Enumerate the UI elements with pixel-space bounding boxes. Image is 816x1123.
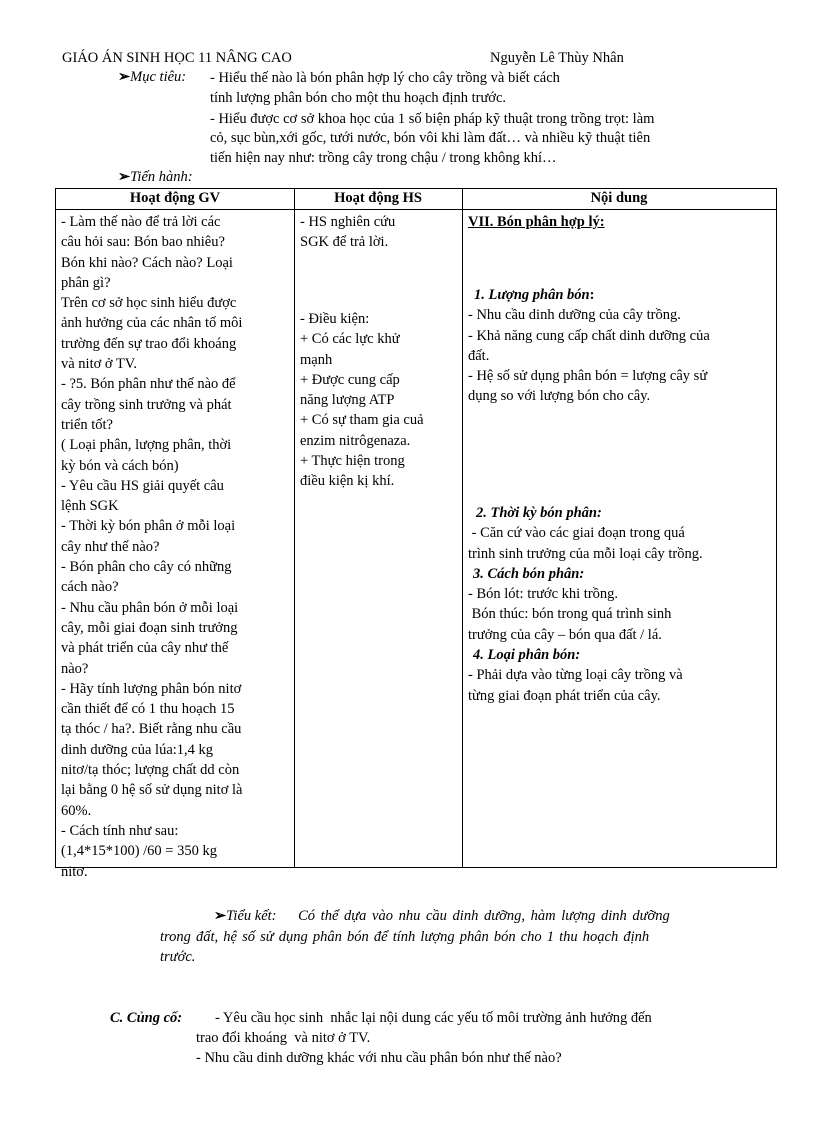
teacher-line: nào? xyxy=(61,660,89,677)
teacher-line: tạ thóc / ha?. Biết rằng nhu cầu xyxy=(61,721,242,738)
student-line: SGK để trả lời. xyxy=(300,234,389,251)
content-line: - Hệ số sử dụng phân bón = lượng cây sử xyxy=(468,368,708,385)
teacher-line: trường đến sự trao đổi khoáng xyxy=(61,335,237,352)
objective-line: - Hiểu được cơ sở khoa học của 1 số biện pháp kỹ thuật trong trồng trọt: làm xyxy=(210,111,655,127)
teacher-line: - Yêu cầu HS giải quyết câu xyxy=(61,477,224,494)
arrowhead-bullet-icon: ➢ xyxy=(214,908,227,924)
doc-header-author: Nguyễn Lê Thùy Nhân xyxy=(490,50,624,66)
subsection-title-amount: 1. Lượng phân bón: xyxy=(474,287,595,303)
summary-line: trong đất, hệ số sử dụng phân bón để tính lượng phân bón cho 1 thu hoạch định xyxy=(160,929,650,945)
student-activity-cell-top xyxy=(300,212,395,253)
objective-line: cỏ, sục bùn,xới gốc, tưới nước, bón vôi khi làm đất… và nhiều kỹ thuật tiên xyxy=(210,130,651,146)
teacher-line: - Bón phân cho cây có những xyxy=(61,559,232,576)
consolidation-line: trao đổi khoáng và nitơ ở TV. xyxy=(196,1030,371,1046)
content-line: - Bón lót: trước khi trồng. xyxy=(468,586,619,603)
content-line: trưởng của cây – bón qua đất / lá. xyxy=(468,626,662,643)
teacher-line: - Cách tính như sau: xyxy=(61,822,179,839)
teacher-line: cách nào? xyxy=(61,579,119,596)
procedure-label-group xyxy=(118,169,193,186)
content-line: từng giai đoạn phát triển của cây. xyxy=(468,687,661,704)
teacher-line: và nitơ ở TV. xyxy=(61,356,138,373)
student-line: + Được cung cấp xyxy=(300,371,400,388)
header-divider xyxy=(56,209,776,210)
objective-line: tính lượng phân bón cho một thu hoạch định trước. xyxy=(210,90,507,106)
column-header-content: Nội dung xyxy=(590,190,648,206)
student-line: mạnh xyxy=(300,351,333,368)
teacher-line: lại bằng 0 hệ số sử dụng nitơ là xyxy=(61,782,243,799)
subsection-title-method: 3. Cách bón phân: xyxy=(473,565,585,582)
teacher-activity-cell xyxy=(61,212,242,882)
teacher-line: cây trồng sinh trưởng và phát xyxy=(61,396,232,413)
content-timing-block xyxy=(468,503,703,706)
arrowhead-bullet-icon: ➢ xyxy=(118,69,131,85)
summary-line: trước. xyxy=(160,949,196,965)
student-line: - Điều kiện: xyxy=(300,311,370,327)
student-line: + Thực hiện trong xyxy=(300,453,405,470)
teacher-line: - Làm thế nào để trả lời các xyxy=(61,214,221,230)
teacher-line: và phát triển của cây như thế xyxy=(61,640,229,657)
teacher-line: - ?5. Bón phân như thế nào để xyxy=(61,376,236,393)
subsection-title-type: 4. Loại phân bón: xyxy=(473,647,581,664)
teacher-line: câu hỏi sau: Bón bao nhiêu? xyxy=(61,234,225,251)
content-line: - Phải dựa vào từng loại cây trồng và xyxy=(468,667,683,684)
student-activity-cell-conditions xyxy=(300,309,424,492)
teacher-line: lệnh SGK xyxy=(61,498,119,515)
content-line: Bón thúc: bón trong quá trình sinh xyxy=(468,606,672,623)
lesson-activity-table xyxy=(55,188,777,880)
teacher-line: phân gì? xyxy=(61,274,111,291)
objectives-label: Mục tiêu: xyxy=(130,69,187,85)
consolidation-line: - Yêu cầu học sinh nhắc lại nội dung các yếu tố môi trường ảnh hưởng đến xyxy=(215,1010,652,1026)
content-section-title xyxy=(468,212,605,232)
teacher-line: triển tốt? xyxy=(61,416,113,433)
content-line: - Căn cứ vào các giai đoạn trong quá xyxy=(468,525,685,542)
teacher-line: - Nhu cầu phân bón ở mỗi loại xyxy=(61,599,239,616)
content-line: đất. xyxy=(468,347,490,364)
section-title: VII. Bón phân hợp lý: xyxy=(468,214,605,230)
teacher-line: nitơ/tạ thóc; lượng chất dd còn xyxy=(61,762,240,779)
procedure-label: Tiến hành: xyxy=(130,169,193,185)
content-line: - Khả năng cung cấp chất dinh dưỡng của xyxy=(468,327,710,344)
teacher-line: (1,4*15*100) /60 = 350 kg xyxy=(61,843,217,860)
teacher-line: cần thiết để có 1 thu hoạch 15 xyxy=(61,701,235,718)
teacher-line: Trên cơ sở học sinh hiểu được xyxy=(61,295,237,312)
column-divider xyxy=(462,189,463,867)
content-line: - Nhu cầu dinh dưỡng của cây trồng. xyxy=(468,307,681,324)
student-line: + Có sự tham gia cuả xyxy=(300,412,424,429)
teacher-line: ảnh hưởng của các nhân tố môi xyxy=(61,315,243,332)
doc-header-left: GIÁO ÁN SINH HỌC 11 NÂNG CAO xyxy=(62,50,292,66)
teacher-line: - Hãy tính lượng phân bón nitơ xyxy=(61,680,242,697)
column-header-student: Hoạt động HS xyxy=(334,190,422,206)
teacher-line: ( Loại phân, lượng phân, thời xyxy=(61,437,232,454)
student-line: enzim nitrôgenaza. xyxy=(300,432,411,449)
objective-line: tiến hiện nay như: trồng cây trong chậu / trong không khí… xyxy=(210,150,557,166)
teacher-line: kỳ bón và cách bón) xyxy=(61,457,179,474)
teacher-line: - Thời kỳ bón phân ở mỗi loại xyxy=(61,518,236,535)
objective-line: - Hiểu thế nào là bón phân hợp lý cho cây trồng và biết cách xyxy=(210,70,560,86)
objectives-label-group xyxy=(118,69,186,86)
content-amount-block xyxy=(468,285,710,407)
teacher-line: 60%. xyxy=(61,802,92,819)
teacher-line: cây như thế nào? xyxy=(61,538,160,555)
subsection-title-timing: 2. Thời kỳ bón phân: xyxy=(476,505,602,521)
student-line: + Có các lực khử xyxy=(300,331,400,348)
summary-label: Tiểu kết: xyxy=(226,908,277,924)
consolidation-label: C. Củng cố: xyxy=(110,1010,183,1026)
summary-first-line xyxy=(214,908,670,925)
summary-text: Có thể dựa vào nhu cầu dinh dưỡng, hàm lượng dinh dưỡng xyxy=(298,908,670,924)
teacher-line: Bón khi nào? Cách nào? Loại xyxy=(61,254,233,271)
teacher-line: nitơ. xyxy=(61,863,88,880)
student-line: điều kiện kị khí. xyxy=(300,473,395,490)
consolidation-line: - Nhu cầu dinh dưỡng khác với nhu cầu phân bón như thế nào? xyxy=(196,1050,562,1066)
student-line: năng lượng ATP xyxy=(300,392,395,409)
student-line: - HS nghiên cứu xyxy=(300,214,396,230)
column-divider xyxy=(294,189,295,867)
column-header-teacher: Hoạt động GV xyxy=(129,190,221,206)
teacher-line: dinh dưỡng của lúa:1,4 kg xyxy=(61,741,214,758)
arrowhead-bullet-icon: ➢ xyxy=(118,169,131,185)
content-line: trình sinh trưởng của mỗi loại cây trồng. xyxy=(468,545,703,562)
teacher-line: cây, mỗi giai đoạn sinh trưởng xyxy=(61,619,238,636)
content-line: dụng so với lượng bón cho cây. xyxy=(468,388,651,405)
